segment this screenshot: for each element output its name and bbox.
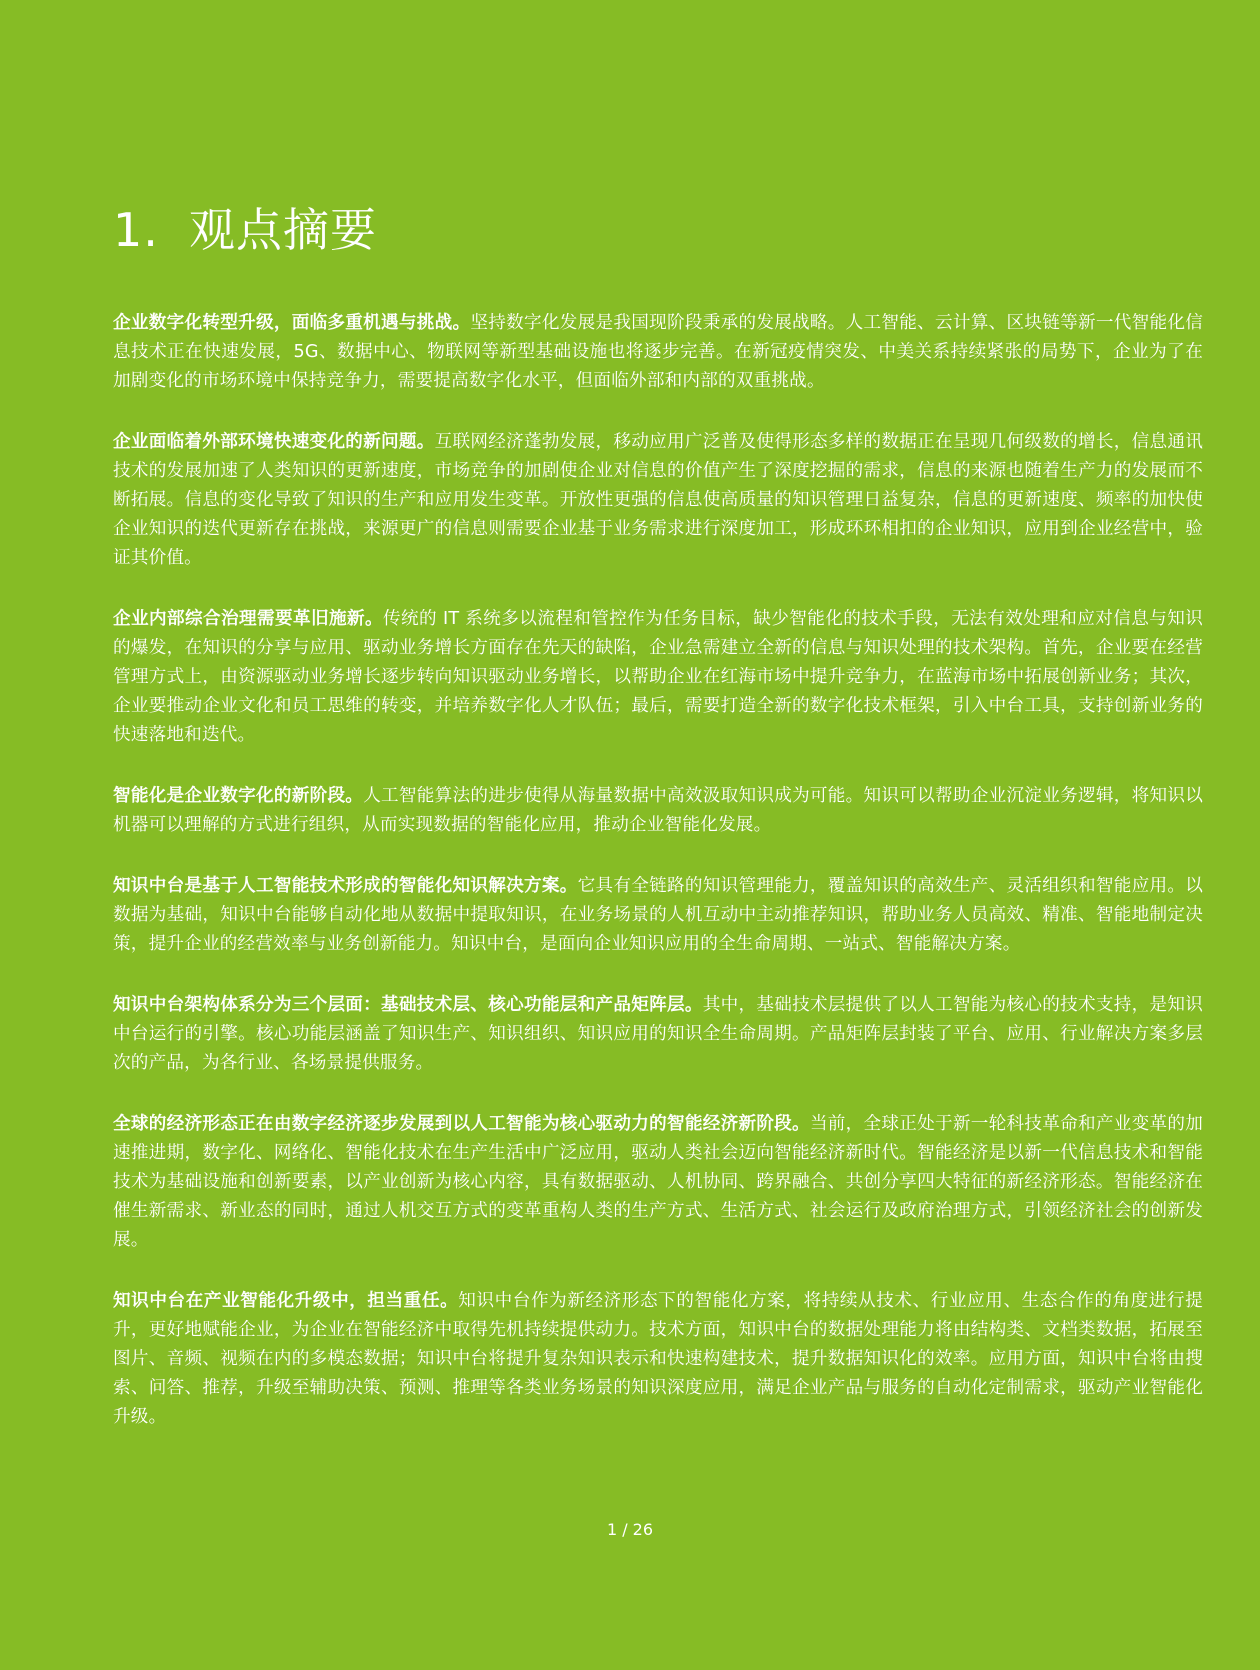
section-number: 1. xyxy=(113,203,159,257)
paragraph-body: 知识中台作为新经济形态下的智能化方案，将持续从技术、行业应用、生态合作的角度进行提升，更好地赋能企业，为企业在智能经济中取得先机持续提供动力。技术方面，知识中台的数据处理能力将由结构类、文档类数据，拓展至图片、音频、视频在内的多模态数据；知识中台将提升复杂知识表示和快速构建技术，提升数据知识化的效率。应用方面，知识中台将由搜索、问答、推荐，升级至辅助决策、预测、推理等各类业务场景的知识深度应用，满足企业产品与服务的自动化定制需求，驱动产业智能化升级。 xyxy=(113,1291,1203,1427)
paragraph-lead: 全球的经济形态正在由数字经济逐步发展到以人工智能为核心驱动力的智能经济新阶段。 xyxy=(113,1114,810,1134)
paragraph-lead: 智能化是企业数字化的新阶段。 xyxy=(113,786,364,806)
paragraph-lead: 企业数字化转型升级，面临多重机遇与挑战。 xyxy=(113,313,471,333)
paragraph-body: 它具有全链路的知识管理能力，覆盖知识的高效生产、灵活组织和智能应用。以数据为基础，知识中台能够自动化地从数据中提取知识，在业务场景的人机互动中主动推荐知识，帮助业务人员高效、精准、智能地制定决策，提升企业的经营效率与业务创新能力。知识中台，是面向企业知识应用的全生命周期、一站式、智能解决方案。 xyxy=(113,876,1203,954)
summary-paragraph xyxy=(113,1110,1203,1255)
summary-paragraph xyxy=(113,782,1203,840)
paragraph-body: 当前，全球正处于新一轮科技革命和产业变革的加速推进期，数字化、网络化、智能化技术在生产生活中广泛应用，驱动人类社会迈向智能经济新时代。智能经济是以新一代信息技术和智能技术为基础设施和创新要素，以产业创新为核心内容，具有数据驱动、人机协同、跨界融合、共创分享四大特征的新经济形态。智能经济在催生新需求、新业态的同时，通过人机交互方式的变革重构人类的生产方式、生活方式、社会运行及政府治理方式，引领经济社会的创新发展。 xyxy=(113,1114,1203,1250)
paragraph-body: 坚持数字化发展是我国现阶段秉承的发展战略。人工智能、云计算、区块链等新一代智能化信息技术正在快速发展，5G、数据中心、物联网等新型基础设施也将逐步完善。在新冠疫情突发、中美关系持续紧张的局势下，企业为了在加剧变化的市场环境中保持竞争力，需要提高数字化水平，但面临外部和内部的双重挑战。 xyxy=(113,313,1203,391)
summary-paragraph xyxy=(113,991,1203,1078)
paragraph-lead: 企业内部综合治理需要革旧施新。 xyxy=(113,609,383,629)
summary-content xyxy=(113,309,1203,1464)
paragraph-lead: 企业面临着外部环境快速变化的新问题。 xyxy=(113,432,435,452)
paragraph-body: 互联网经济蓬勃发展，移动应用广泛普及使得形态多样的数据正在呈现几何级数的增长，信息通讯技术的发展加速了人类知识的更新速度，市场竞争的加剧使企业对信息的价值产生了深度挖掘的需求，信息的来源也随着生产力的发展而不断拓展。信息的变化导致了知识的生产和应用发生变革。开放性更强的信息使高质量的知识管理日益复杂，信息的更新速度、频率的加快使企业知识的迭代更新存在挑战，来源更广的信息则需要企业基于业务需求进行深度加工，形成环环相扣的企业知识，应用到企业经营中，验证其价值。 xyxy=(113,432,1204,568)
summary-paragraph xyxy=(113,605,1203,750)
paragraph-lead: 知识中台是基于人工智能技术形成的智能化知识解决方案。 xyxy=(113,876,578,896)
paragraph-body: 传统的 IT 系统多以流程和管控作为任务目标，缺少智能化的技术手段，无法有效处理和应对信息与知识的爆发，在知识的分享与应用、驱动业务增长方面存在先天的缺陷，企业急需建立全新的信息与知识处理的技术架构。首先，企业要在经营管理方式上，由资源驱动业务增长逐步转向知识驱动业务增长，以帮助企业在红海市场中提升竞争力，在蓝海市场中拓展创新业务；其次，企业要推动企业文化和员工思维的转变，并培养数字化人才队伍；最后，需要打造全新的数字化技术框架，引入中台工具，支持创新业务的快速落地和迭代。 xyxy=(113,609,1203,745)
summary-paragraph xyxy=(113,1287,1203,1432)
summary-paragraph xyxy=(113,309,1203,396)
paragraph-body: 其中，基础技术层提供了以人工智能为核心的技术支持，是知识中台运行的引擎。核心功能层涵盖了知识生产、知识组织、知识应用的知识全生命周期。产品矩阵层封装了平台、应用、行业解决方案多层次的产品，为各行业、各场景提供服务。 xyxy=(113,995,1203,1073)
section-title: 观点摘要 xyxy=(189,203,377,257)
paragraph-body: 人工智能算法的进步使得从海量数据中高效汲取知识成为可能。知识可以帮助企业沉淀业务逻辑，将知识以机器可以理解的方式进行组织，从而实现数据的智能化应用，推动企业智能化发展。 xyxy=(113,786,1203,835)
paragraph-lead: 知识中台架构体系分为三个层面：基础技术层、核心功能层和产品矩阵层。 xyxy=(113,995,703,1015)
paragraph-lead: 知识中台在产业智能化升级中，担当重任。 xyxy=(113,1291,459,1311)
summary-paragraph xyxy=(113,872,1203,959)
summary-paragraph xyxy=(113,428,1203,573)
page-number: 1 / 26 xyxy=(606,1520,654,1539)
section-heading xyxy=(113,200,377,260)
